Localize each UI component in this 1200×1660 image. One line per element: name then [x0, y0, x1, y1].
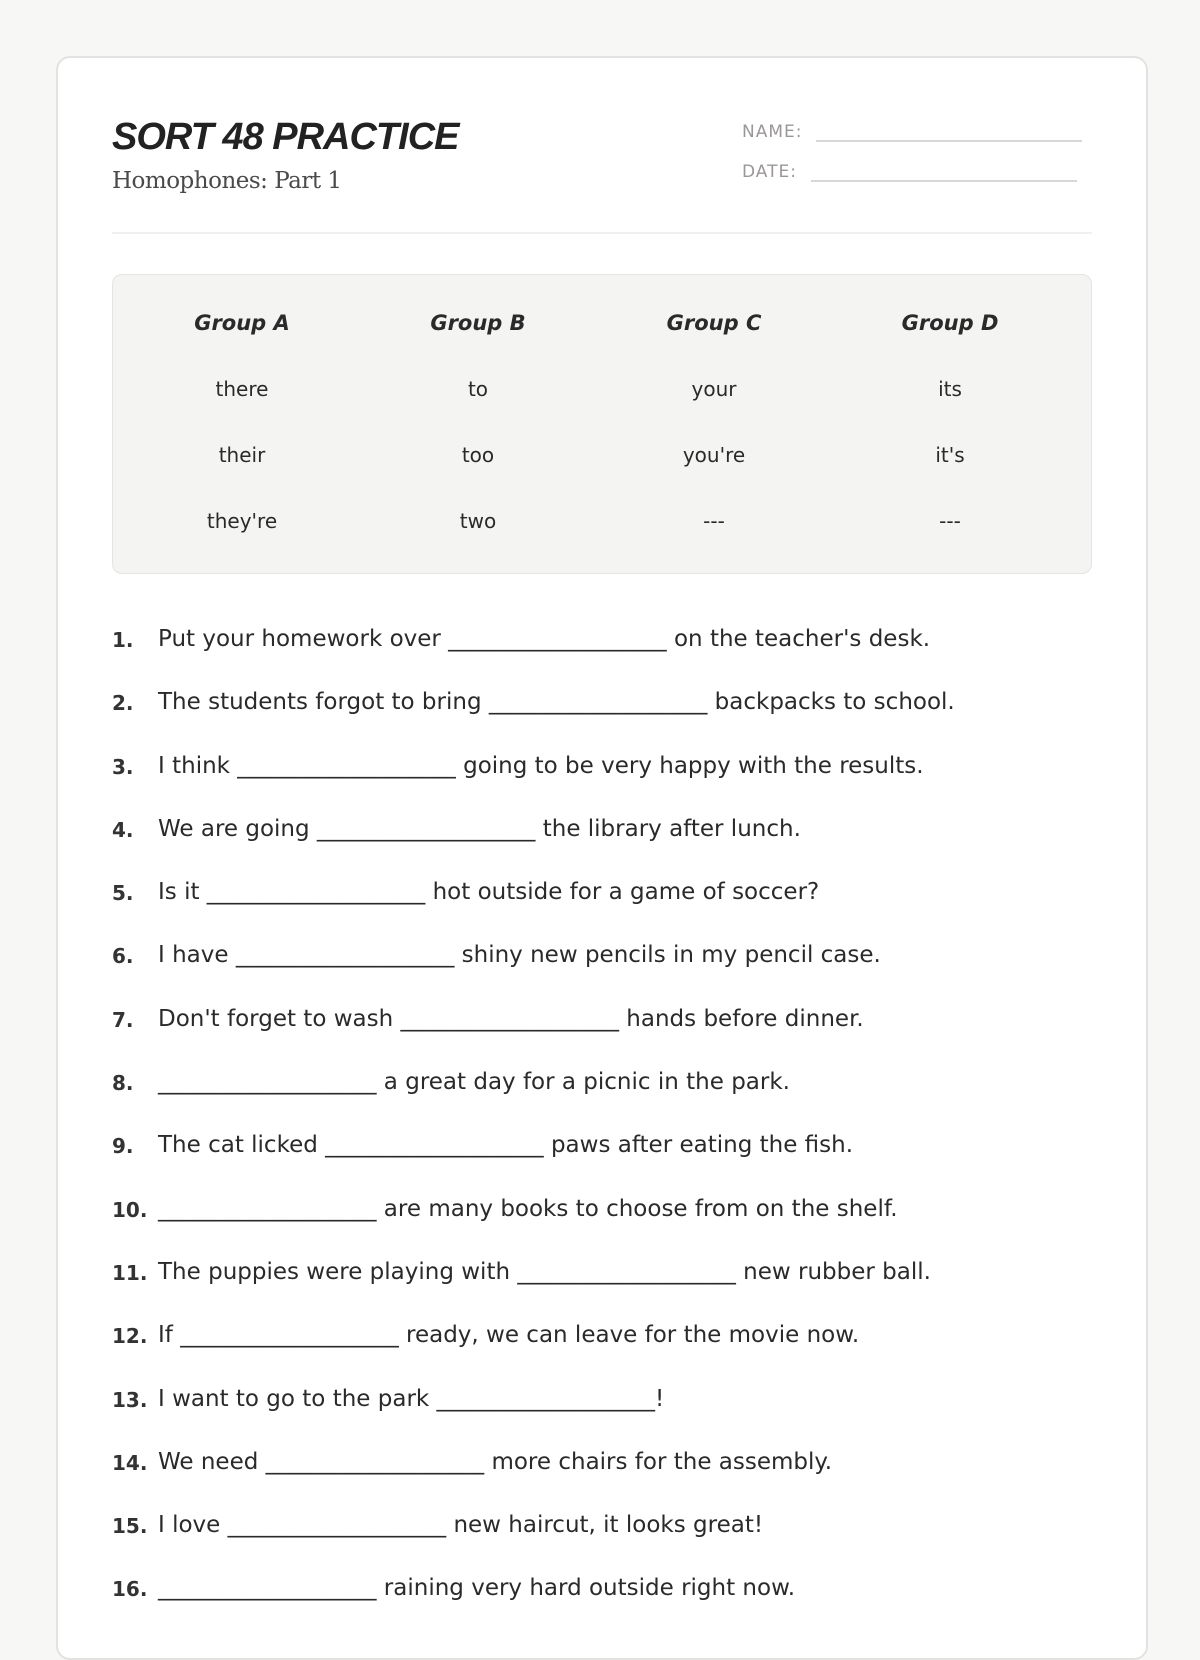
question-number: 3.: [112, 754, 134, 779]
group-word: your: [691, 377, 737, 401]
question-number: 2.: [112, 691, 134, 716]
date-label: DATE:: [742, 162, 797, 182]
date-line[interactable]: [811, 160, 1077, 182]
group-heading: Group A: [194, 311, 290, 335]
word-sort-box: [112, 274, 1092, 574]
question-number: 14.: [112, 1450, 148, 1475]
question-item: [112, 1006, 955, 1069]
question-number: 6.: [112, 944, 134, 969]
name-line[interactable]: [816, 120, 1082, 142]
group-word: you're: [682, 443, 746, 467]
group-b-column: [360, 275, 596, 575]
question-number: 15.: [112, 1514, 148, 1539]
date-field[interactable]: [742, 160, 1077, 182]
group-heading: Group C: [666, 311, 762, 335]
question-item: [112, 1259, 955, 1322]
question-text: ___________________ a great day for a picnic in the park.: [158, 1069, 790, 1096]
question-text: I love ___________________ new haircut, it looks great!: [158, 1512, 764, 1539]
question-item: [112, 1449, 955, 1512]
question-text: ___________________ are many books to choose from on the shelf.: [158, 1195, 898, 1222]
group-c-column: [596, 275, 832, 575]
question-item: [112, 1132, 955, 1195]
name-label: NAME:: [742, 122, 803, 142]
question-text: Don't forget to wash ___________________ hands before dinner.: [158, 1005, 864, 1032]
question-text: We need ___________________ more chairs for the assembly.: [158, 1448, 833, 1475]
question-number: 7.: [112, 1007, 134, 1032]
group-word: ---: [703, 509, 725, 533]
name-field[interactable]: [742, 120, 1082, 142]
worksheet-title: SORT 48 PRACTICE: [112, 116, 459, 158]
question-text: The puppies were playing with ___________________ new rubber ball.: [158, 1258, 931, 1285]
question-item: [112, 879, 955, 942]
question-item: [112, 1386, 955, 1449]
group-word: its: [938, 377, 962, 401]
question-number: 11.: [112, 1260, 148, 1285]
question-item: [112, 1512, 955, 1575]
question-text: I want to go to the park ___________________!: [158, 1385, 665, 1412]
question-number: 8.: [112, 1071, 134, 1096]
group-d-column: [832, 275, 1068, 575]
question-number: 1.: [112, 628, 134, 652]
question-item: [112, 1575, 955, 1638]
question-number: 16.: [112, 1577, 148, 1602]
question-text: Put your homework over ___________________ on the teacher's desk.: [158, 626, 931, 652]
question-number: 5.: [112, 881, 134, 906]
group-heading: Group D: [901, 311, 999, 335]
question-number: 13.: [112, 1387, 148, 1412]
group-word: to: [467, 377, 489, 401]
question-text: The cat licked ___________________ paws after eating the fish.: [158, 1132, 854, 1159]
question-number: 10.: [112, 1197, 148, 1222]
question-item: [112, 753, 955, 816]
question-number: 12.: [112, 1324, 148, 1349]
question-item: [112, 689, 955, 752]
question-text: Is it ___________________ hot outside for a game of soccer?: [158, 879, 820, 906]
question-number: 9.: [112, 1134, 134, 1159]
group-word: too: [461, 443, 495, 467]
question-text: We are going ___________________ the library after lunch.: [158, 815, 801, 842]
question-item: [112, 942, 955, 1005]
question-item: [112, 1322, 955, 1385]
question-item: [112, 626, 955, 689]
header-divider: [112, 232, 1092, 234]
group-word: there: [215, 377, 269, 401]
group-a-column: [124, 275, 360, 575]
group-heading: Group B: [430, 311, 526, 335]
question-text: ___________________ raining very hard outside right now.: [158, 1575, 796, 1602]
group-word: two: [459, 509, 497, 533]
worksheet-subtitle: Homophones: Part 1: [112, 168, 342, 194]
group-word: they're: [206, 509, 278, 533]
question-item: [112, 1069, 955, 1132]
question-text: I have ___________________ shiny new pencils in my pencil case.: [158, 942, 881, 969]
question-text: I think ___________________ going to be very happy with the results.: [158, 752, 924, 779]
question-item: [112, 816, 955, 879]
question-list: [112, 626, 955, 1639]
question-text: If ___________________ ready, we can leave for the movie now.: [158, 1322, 860, 1349]
worksheet-card: [56, 56, 1148, 1660]
question-item: [112, 1196, 955, 1259]
group-word: ---: [939, 509, 961, 533]
question-text: The students forgot to bring ___________________ backpacks to school.: [158, 689, 955, 716]
group-word: their: [218, 443, 266, 467]
group-word: it's: [935, 443, 965, 467]
question-number: 4.: [112, 817, 134, 842]
